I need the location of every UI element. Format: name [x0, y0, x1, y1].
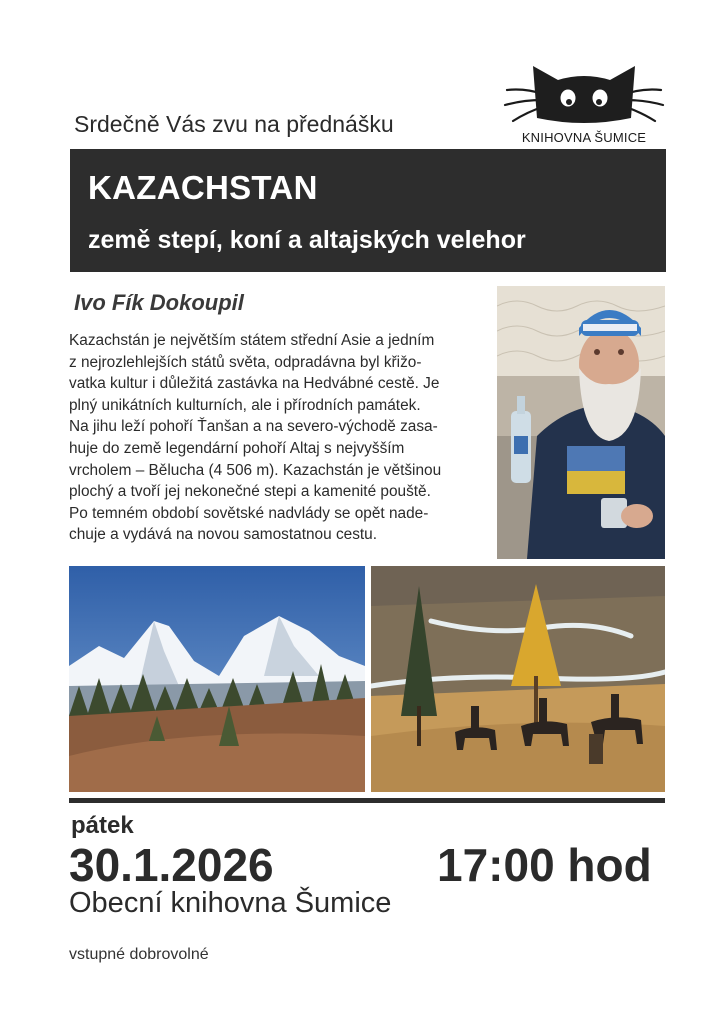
- description-line: z nejrozlehlejších států světa, odpradávna byl křižo-: [69, 353, 422, 371]
- description-line: vatka kultur i důležitá zastávka na Hedvábné cestě. Je: [69, 375, 440, 393]
- lecture-subtitle: země stepí, koní a altajských velehor: [88, 226, 526, 254]
- description-line: vrcholem – Běluchа (4 506 m). Kazachstán je většinou: [69, 461, 442, 479]
- author-name: Ivo Fík Dokoupil: [74, 290, 244, 315]
- description: [69, 330, 493, 546]
- event-time: 17:00 hod: [437, 839, 652, 891]
- description-line: plný unikátních kulturních, ale i přírodních památek.: [69, 396, 421, 414]
- author-portrait-photo: [497, 286, 665, 559]
- divider-rule: [69, 798, 665, 803]
- event-day: pátek: [71, 812, 134, 839]
- description-line: chuje a vydává na novou samostatnou cestu.: [69, 526, 378, 544]
- entry-fee-note: vstupné dobrovolné: [69, 946, 209, 963]
- description-line: plochý a tvoří jej nekonečné stepi a kamenité pouště.: [69, 483, 431, 501]
- horse-riders-photo: [371, 566, 665, 792]
- logo-text: KNIHOVNA ŠUMICE: [521, 130, 647, 145]
- library-logo: [503, 58, 665, 150]
- description-line: huje do země legendární pohoří Altaj s nejvyšším: [69, 439, 405, 457]
- mountains-photo: [69, 566, 365, 792]
- description-line: Na jihu leží pohoří Ťanšan a na severo-východě zasa-: [69, 418, 438, 436]
- invite-text: Srdečně Vás zvu na přednášku: [74, 111, 394, 137]
- description-line: Po temném období sovětské nadvlády se opět nade-: [69, 504, 429, 522]
- lecture-title: KAZACHSTAN: [88, 169, 318, 206]
- event-venue: Obecní knihovna Šumice: [69, 887, 392, 919]
- description-line: Kazachstán je největším státem střední Asie a jedním: [69, 332, 435, 349]
- event-date: 30.1.2026: [69, 839, 274, 891]
- title-banner: [70, 149, 666, 272]
- cat-face-icon: [503, 58, 665, 130]
